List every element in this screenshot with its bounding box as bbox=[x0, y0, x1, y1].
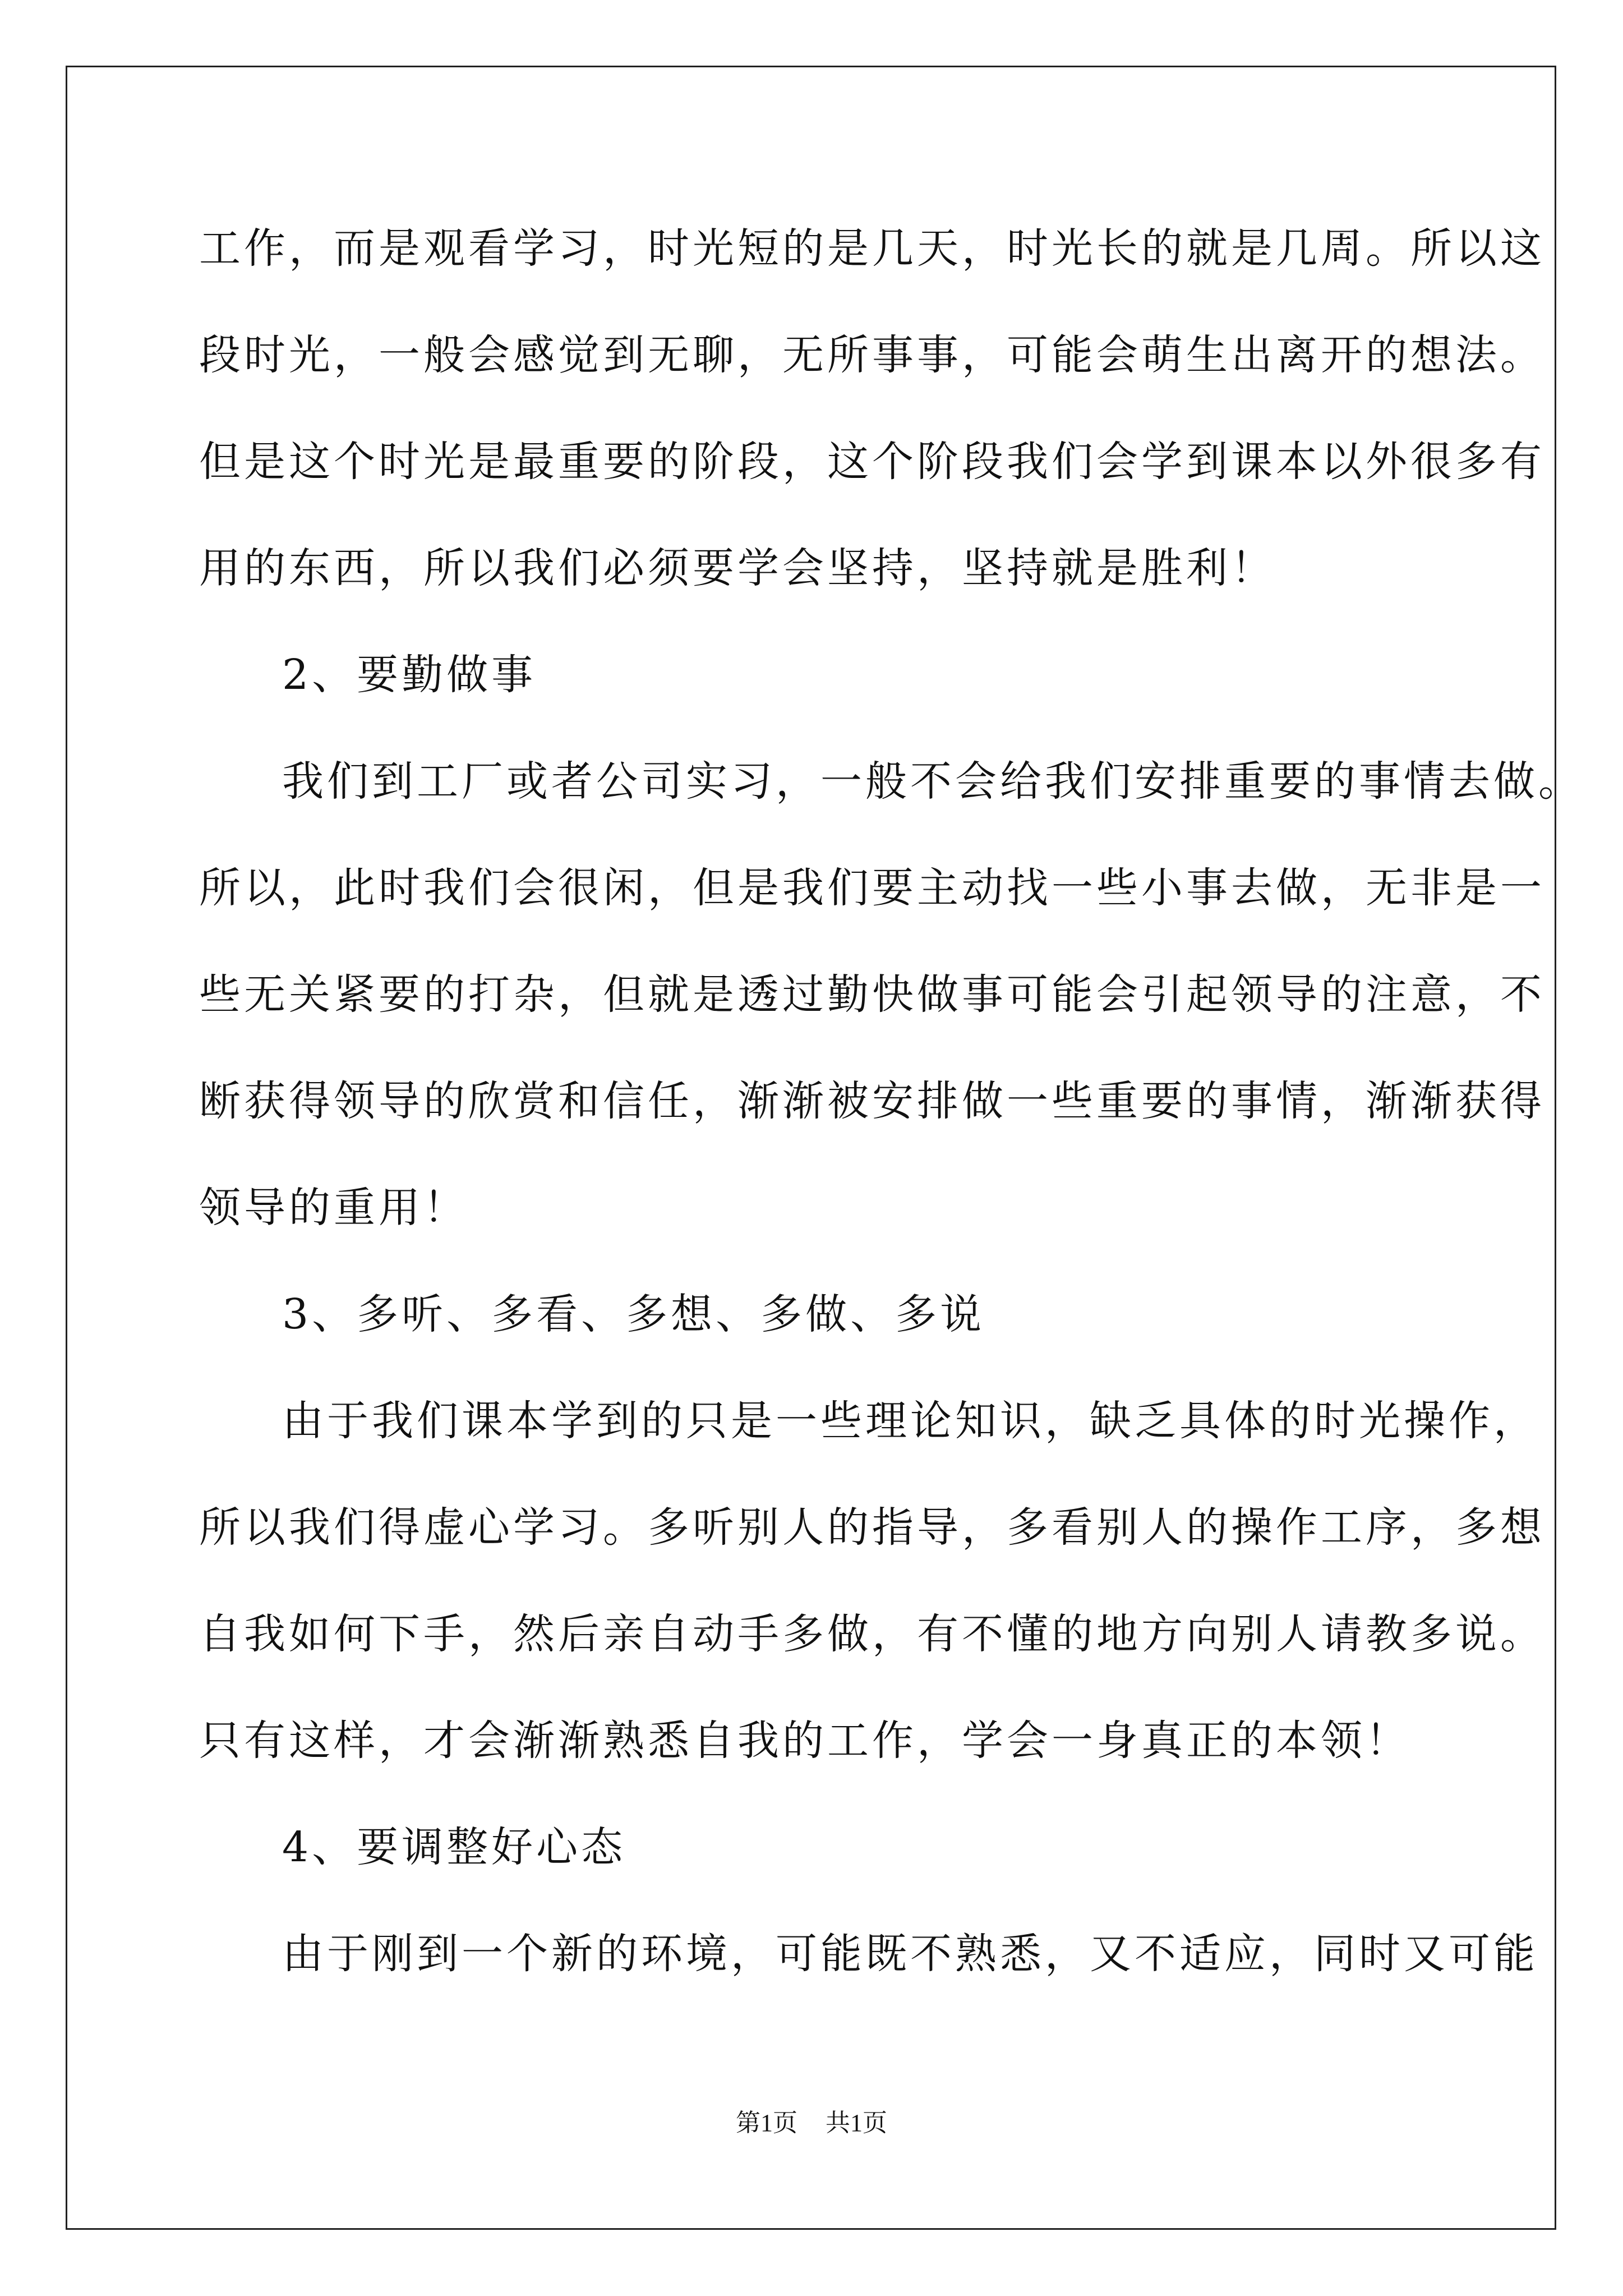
text-line: 由于刚到一个新的环境，可能既不熟悉，又不适应，同时又可能 bbox=[282, 1930, 1538, 1978]
text-line: 所以，此时我们会很闲，但是我们要主动找一些小事去做，无非是一 bbox=[199, 864, 1545, 912]
page-number: 第1页 bbox=[736, 2109, 797, 2137]
text-line: 但是这个时光是最重要的阶段，这个阶段我们会学到课本以外很多有 bbox=[199, 438, 1545, 486]
page-footer bbox=[0, 2106, 1623, 2140]
text-line: 工作，而是观看学习，时光短的是几天，时光长的就是几周。所以这 bbox=[199, 224, 1545, 273]
text-line: 段时光，一般会感觉到无聊，无所事事，可能会萌生出离开的想法。 bbox=[199, 331, 1545, 379]
text-line: 由于我们课本学到的只是一些理论知识，缺乏具体的时光操作， bbox=[282, 1397, 1538, 1445]
section-heading: 4、要调整好心态 bbox=[282, 1823, 626, 1871]
section-heading: 2、要勤做事 bbox=[282, 651, 537, 699]
page-border bbox=[66, 66, 1556, 2230]
text-line: 只有这样，才会渐渐熟悉自我的工作，学会一身真正的本领！ bbox=[199, 1717, 1410, 1765]
text-line: 些无关紧要的打杂，但就是透过勤快做事可能会引起领导的注意，不 bbox=[199, 970, 1545, 1019]
text-line: 所以我们得虚心学习。多听别人的指导，多看别人的操作工序，多想 bbox=[199, 1503, 1545, 1552]
text-line: 用的东西，所以我们必须要学会坚持，坚持就是胜利！ bbox=[199, 544, 1276, 592]
text-line: 断获得领导的欣赏和信任，渐渐被安排做一些重要的事情，渐渐获得 bbox=[199, 1077, 1545, 1125]
text-line: 自我如何下手，然后亲自动手多做，有不懂的地方向别人请教多说。 bbox=[199, 1610, 1545, 1658]
text-line: 领导的重用！ bbox=[199, 1184, 468, 1232]
section-heading: 3、多听、多看、多想、多做、多说 bbox=[282, 1290, 985, 1338]
text-line: 我们到工厂或者公司实习，一般不会给我们安排重要的事情去做。 bbox=[282, 757, 1583, 806]
page-total: 共1页 bbox=[826, 2109, 887, 2137]
